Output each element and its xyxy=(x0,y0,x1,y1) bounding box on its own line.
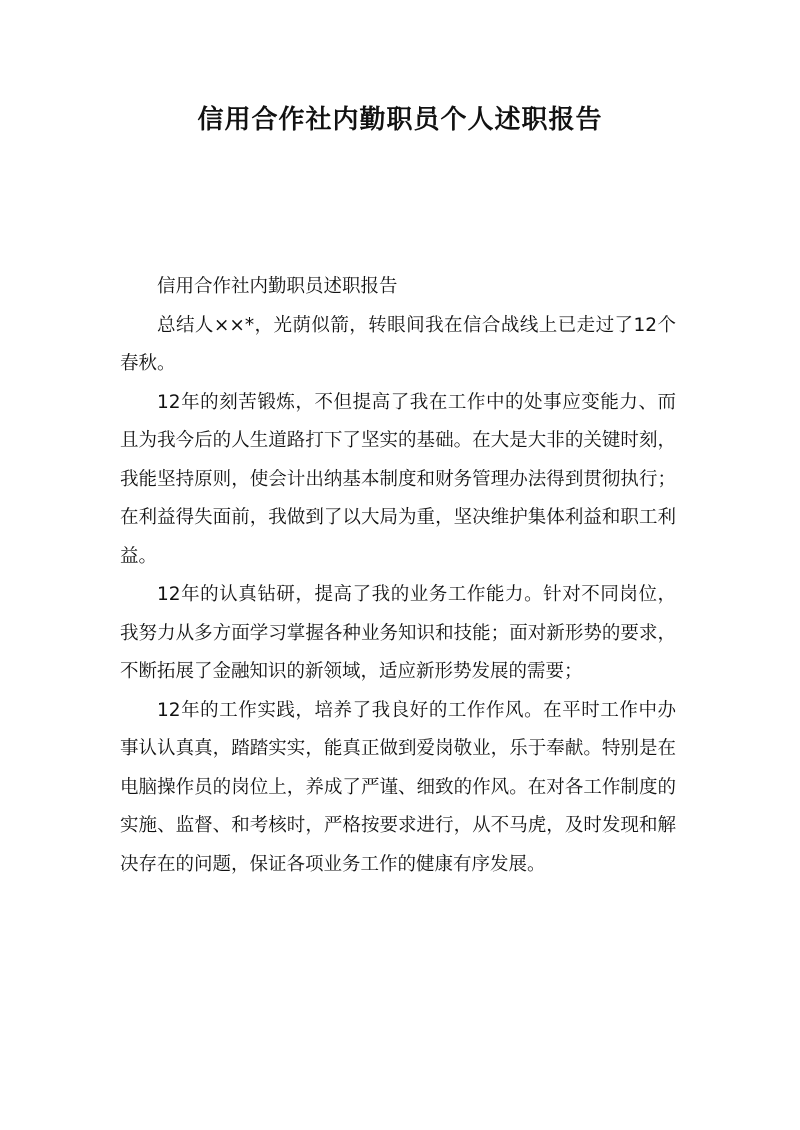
document-body xyxy=(120,268,676,884)
document-title: 信用合作社内勤职员个人述职报告 xyxy=(197,105,603,135)
document-subtitle: 信用合作社内勤职员述职报告 xyxy=(157,276,398,297)
paragraph-4: 12年的工作实践，培养了我良好的工作作风。在平时工作中办事认认真真，踏踏实实，能真正做到爱岗敬业，乐于奉献。特别是在电脑操作员的岗位上，养成了严谨、细致的作风。在对各工作制度的实施、监督、和考核时，严格按要求进行，从不马虎，及时发现和解决存在的问题，保证各项业务工作的健康有序发展。 xyxy=(120,699,676,875)
paragraph-3: 12年的认真钻研，提高了我的业务工作能力。针对不同岗位，我努力从多方面学习掌握各种业务知识和技能；面对新形势的要求，不断拓展了金融知识的新领域，适应新形势发展的需要； xyxy=(120,584,676,682)
paragraph-2: 12年的刻苦锻炼，不但提高了我在工作中的处事应变能力、而且为我今后的人生道路打下了坚实的基础。在大是大非的关键时刻，我能坚持原则，使会计出纳基本制度和财务管理办法得到贯彻执行；在利益得失面前，我做到了以大局为重，坚决维护集体利益和职工利益。 xyxy=(120,391,676,567)
paragraph-1: 总结人××*，光荫似箭，转眼间我在信合战线上已走过了12个春秋。 xyxy=(120,314,676,374)
